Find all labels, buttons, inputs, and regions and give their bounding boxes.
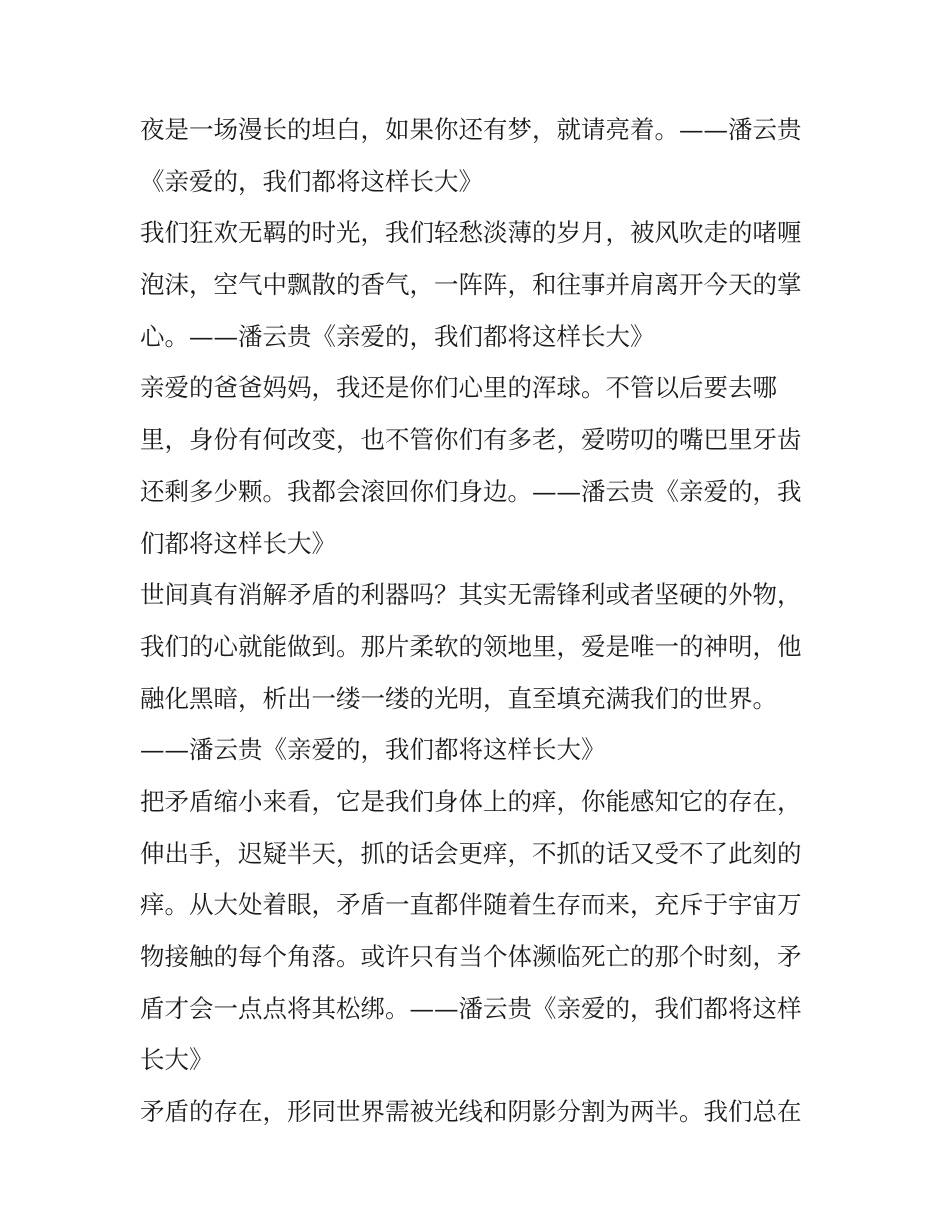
text-line: 《亲爱的，我们都将这样长大》 [140, 166, 483, 196]
text-line: 盾才会一点点将其松绑。——潘云贵《亲爱的，我们都将这样 [140, 993, 802, 1023]
text-line: 亲爱的爸爸妈妈，我还是你们心里的浑球。不管以后要去哪 [140, 373, 777, 403]
text-line: 们都将这样长大》 [140, 528, 336, 558]
text-line: 世间真有消解矛盾的利器吗？其实无需锋利或者坚硬的外物， [140, 580, 802, 610]
text-line: 伸出手，迟疑半天，抓的话会更痒，不抓的话又受不了此刻的 [140, 838, 802, 868]
text-line: 还剩多少颗。我都会滚回你们身边。——潘云贵《亲爱的，我 [140, 476, 802, 506]
text-line: 把矛盾缩小来看，它是我们身体上的痒，你能感知它的存在， [140, 786, 802, 816]
text-line: 痒。从大处着眼，矛盾一直都伴随着生存而来，充斥于宇宙万 [140, 890, 802, 920]
text-line: 长大》 [140, 1045, 214, 1075]
quote-text-block [140, 104, 815, 1138]
text-line: 泡沫，空气中飘散的香气，一阵阵，和往事并肩离开今天的掌 [140, 270, 802, 300]
text-line: 物接触的每个角落。或许只有当个体濒临死亡的那个时刻，矛 [140, 942, 802, 971]
text-line: 矛盾的存在，形同世界需被光线和阴影分割为两半。我们总在 [140, 1097, 802, 1127]
text-line: 我们的心就能做到。那片柔软的领地里，爱是唯一的神明，他 [140, 631, 802, 661]
text-line: 里，身份有何改变，也不管你们有多老，爱唠叨的嘴巴里牙齿 [140, 425, 802, 455]
text-line: ——潘云贵《亲爱的，我们都将这样长大》 [140, 735, 606, 765]
text-line: 我们狂欢无羁的时光，我们轻愁淡薄的岁月，被风吹走的啫喱 [140, 218, 802, 248]
text-line: 融化黑暗，析出一缕一缕的光明，直至填充满我们的世界。 [140, 683, 777, 713]
text-line: 心。——潘云贵《亲爱的，我们都将这样长大》 [140, 321, 655, 351]
text-line: 夜是一场漫长的坦白，如果你还有梦，就请亮着。——潘云贵 [140, 115, 802, 144]
